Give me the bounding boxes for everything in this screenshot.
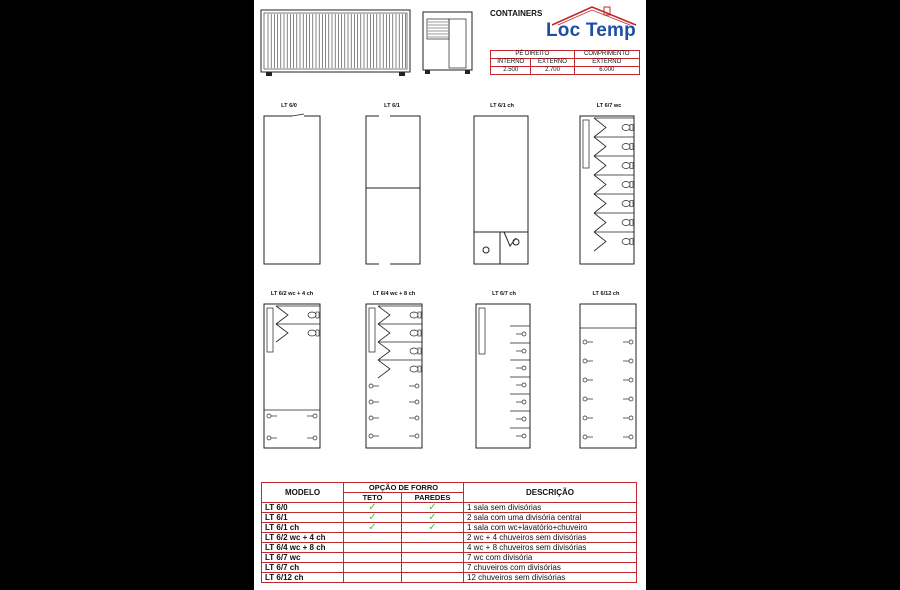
col-paredes-header: PAREDES [402,493,464,503]
floor-plans-top-row [254,110,646,270]
table-row [262,513,637,523]
modelo-cell: LT 6/1 [262,513,344,523]
modelo-cell: LT 6/2 wc + 4 ch [262,533,344,543]
toilet-icon [410,330,418,336]
shower-icon [629,397,633,401]
plan-label-lt62wc4ch: LT 6/2 wc + 4 ch [270,291,314,297]
toilet-tank [630,125,633,131]
plan-lt61 [366,116,420,264]
toilet-tank [630,220,633,226]
teto-cell [344,503,402,513]
toilet-icon [410,366,418,372]
modelo-cell: LT 6/0 [262,503,344,513]
page-title: CONTAINERS [490,9,543,18]
modelo-cell: LT 6/12 ch [262,573,344,583]
teto-cell [344,563,402,573]
plan-lt60 [264,114,320,264]
comprimento-label: COMPRIMENTO [574,51,639,59]
col-opcao-header: OPÇÃO DE FORRO [344,483,464,493]
teto-cell [344,523,402,533]
descricao-cell: 4 wc + 8 chuveiros sem divisórias [464,543,637,553]
shower-icon [629,359,633,363]
shower-icon [629,416,633,420]
toilet-icon [622,125,630,131]
interno-label: INTERNO [491,59,531,67]
plan-lt67wc [580,116,634,264]
toilet-tank [630,201,633,207]
teto-cell [344,543,402,553]
container-side-elevation [260,9,412,77]
toilet-icon [622,220,630,226]
table-row [262,563,637,573]
shower-icon [629,378,633,382]
toilet-tank [630,144,633,150]
toilet-tank [316,330,319,336]
toilet-tank [418,330,421,336]
toilet-icon [622,144,630,150]
dimensions-table [490,50,640,75]
plan-lt61ch [474,116,528,264]
shower-icon [583,378,587,382]
floor-plans-bottom-row [254,298,646,458]
comprimento-value: 6.000 [574,67,639,75]
descricao-cell: 7 chuveiros com divisórias [464,563,637,573]
shower-icon [415,400,419,404]
shower-icon [583,359,587,363]
shower-icon [415,434,419,438]
table-row [262,533,637,543]
checkmark-icon: ✓ [428,502,437,513]
teto-cell [344,513,402,523]
toilet-icon [308,312,316,318]
shower-icon [313,414,317,418]
table-row [262,523,637,533]
modelo-cell: LT 6/7 wc [262,553,344,563]
teto-cell [344,553,402,563]
shower-icon [522,417,526,421]
shower-icon [583,397,587,401]
modelo-cell: LT 6/1 ch [262,523,344,533]
models-table-body [262,503,637,583]
shower-icon [267,414,271,418]
toilet-icon [308,330,316,336]
paredes-cell [402,563,464,573]
shower-icon [583,416,587,420]
paredes-cell [402,543,464,553]
paredes-cell [402,533,464,543]
shower-icon [629,435,633,439]
modelo-cell: LT 6/7 ch [262,563,344,573]
col-descricao-header: DESCRIÇÃO [464,483,637,503]
plan-label-lt612ch: LT 6/12 ch [592,291,620,297]
shower-icon [629,340,633,344]
paredes-cell [402,503,464,513]
externo-length-label: EXTERNO [574,59,639,67]
shower-icon [522,349,526,353]
container-end-elevation [422,11,474,75]
shower-icon [583,340,587,344]
toilet-tank [630,182,633,188]
descricao-cell: 1 sala com wc+lavatório+chuveiro [464,523,637,533]
plan-label-lt61: LT 6/1 [384,103,400,109]
checkmark-icon: ✓ [428,522,437,533]
toilet-tank [630,163,633,169]
drawing-sheet [254,0,646,590]
table-row [262,573,637,583]
interno-value: 2.500 [491,67,531,75]
shower-icon [369,384,373,388]
shower-icon [313,436,317,440]
toilet-icon [622,182,630,188]
plan-label-lt67wc: LT 6/7 wc [596,103,622,109]
shower-icon [522,434,526,438]
toilet-tank [418,312,421,318]
toilet-tank [316,312,319,318]
checkmark-icon: ✓ [368,512,377,523]
pe-direito-label: PÉ DIREITO [491,51,575,59]
checkmark-icon: ✓ [368,502,377,513]
col-teto-header: TETO [344,493,402,503]
descricao-cell: 2 sala com uma divisória central [464,513,637,523]
shower-icon [522,332,526,336]
shower-icon [415,416,419,420]
shower-icon [267,436,271,440]
paredes-cell [402,513,464,523]
shower-icon [522,400,526,404]
toilet-tank [418,366,421,372]
checkmark-icon: ✓ [368,522,377,533]
table-row [262,503,637,513]
toilet-icon [410,312,418,318]
descricao-cell: 1 sala sem divisórias [464,503,637,513]
plan-lt62wc4ch [264,304,320,448]
toilet-icon [622,201,630,207]
externo-label: EXTERNO [531,59,574,67]
paredes-cell [402,553,464,563]
plan-lt67ch [476,304,530,448]
toilet-tank [418,348,421,354]
shower-icon [369,400,373,404]
teto-cell [344,533,402,543]
models-table [261,482,637,583]
descricao-cell: 2 wc + 4 chuveiros sem divisórias [464,533,637,543]
teto-cell [344,573,402,583]
brand-logo: Loc Temp [546,20,636,41]
plan-label-lt64wc8ch: LT 6/4 wc + 8 ch [372,291,416,297]
shower-icon [522,366,526,370]
plan-label-lt60: LT 6/0 [281,103,297,109]
plan-lt64wc8ch [366,304,422,448]
checkmark-icon: ✓ [428,512,437,523]
col-modelo-header: MODELO [262,483,344,503]
plan-lt612ch [580,304,636,448]
shower-icon [583,435,587,439]
shower-icon [415,384,419,388]
table-row [262,553,637,563]
toilet-icon [410,348,418,354]
toilet-icon [622,163,630,169]
plan-label-lt61ch: LT 6/1 ch [490,103,514,109]
toilet-tank [630,239,633,245]
shower-icon [369,416,373,420]
plan-label-lt67ch: LT 6/7 ch [492,291,516,297]
shower-icon [369,434,373,438]
modelo-cell: LT 6/4 wc + 8 ch [262,543,344,553]
paredes-cell [402,523,464,533]
descricao-cell: 12 chuveiros sem divisórias [464,573,637,583]
shower-icon [522,383,526,387]
paredes-cell [402,573,464,583]
table-row [262,543,637,553]
externo-value: 2.700 [531,67,574,75]
descricao-cell: 7 wc com divisória [464,553,637,563]
toilet-icon [622,239,630,245]
